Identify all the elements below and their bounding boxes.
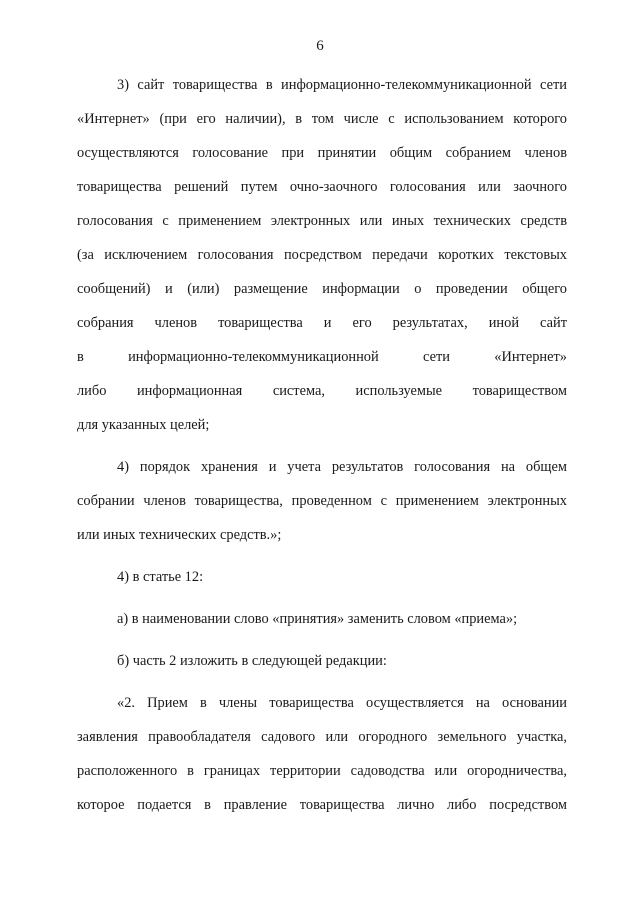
text-line: 3) сайт товарищества в информационно-телекоммуникационной сети (117, 77, 567, 93)
document-body (77, 68, 567, 822)
paragraph-article-12 (77, 560, 567, 594)
text-line: собрания членов товарищества и его результатах, иной сайт (77, 315, 567, 331)
text-line: которое подается в правление товарищества лично либо посредством (77, 797, 567, 813)
text-line: собрании членов товарищества, проведенном с применением электронных (77, 493, 567, 509)
text-line: либо информационная система, используемые товариществом (77, 383, 567, 399)
text-line: в информационно-телекоммуникационной сети «Интернет» (77, 349, 567, 365)
text-line: сообщений) и (или) размещение информации о проведении общего (77, 281, 567, 297)
text-line: для указанных целей; (77, 417, 210, 433)
text-line: осуществляются голосование при принятии общим собранием членов (77, 145, 567, 161)
text-line: или иных технических средств.»; (77, 527, 282, 543)
text-line: товарищества решений путем очно-заочного голосования или заочного (77, 179, 567, 195)
text-line: (за исключением голосования посредством передачи коротких текстовых (77, 247, 567, 263)
text-line: «2. Прием в члены товарищества осуществляется на основании (117, 695, 567, 711)
paragraph-part-2-text (77, 686, 567, 822)
text-line: 4) в статье 12: (117, 569, 204, 585)
text-line: расположенного в границах территории садоводства или огородничества, (77, 763, 567, 779)
paragraph-subitem-a (77, 602, 567, 636)
page-number: 6 (316, 38, 324, 54)
text-line: голосования с применением электронных или иных технических средств (77, 213, 567, 229)
text-line: а) в наименовании слово «принятия» заменить словом «приема»; (117, 611, 518, 627)
text-line: «Интернет» (при его наличии), в том числе с использованием которого (77, 111, 567, 127)
paragraph-item-3-website (77, 68, 567, 442)
paragraph-item-4-storage (77, 450, 567, 552)
text-line: б) часть 2 изложить в следующей редакции: (117, 653, 387, 669)
text-line: заявления правообладателя садового или огородного земельного участка, (77, 729, 567, 745)
text-line: 4) порядок хранения и учета результатов голосования на общем (117, 459, 567, 475)
paragraph-subitem-b (77, 644, 567, 678)
